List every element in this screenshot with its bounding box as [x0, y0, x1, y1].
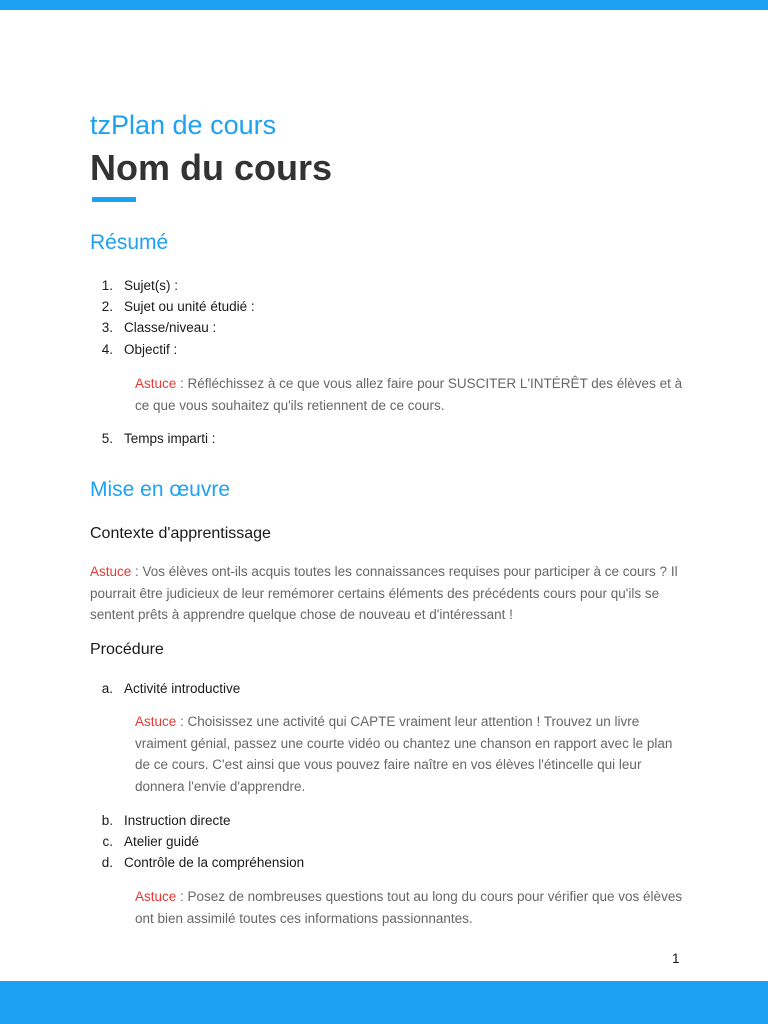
- procedure-item: [90, 852, 304, 873]
- list-item-label: Contrôle de la compréhension: [124, 855, 305, 870]
- procedure-item: [90, 810, 231, 831]
- list-item-label: Objectif :: [124, 342, 178, 357]
- tip-text: : Posez de nombreuses questions tout au long du cours pour vérifier que vos élèves ont bien assimilé toutes ces informations passionnantes.: [135, 889, 683, 926]
- tip-intro-activity: [135, 711, 683, 797]
- summary-heading: Résumé: [90, 231, 169, 254]
- procedure-item: [90, 678, 240, 699]
- summary-item: [90, 339, 177, 360]
- list-letter: a.: [101, 681, 113, 696]
- summary-item: [90, 275, 178, 296]
- list-letter: b.: [101, 813, 113, 828]
- summary-item: [90, 296, 255, 317]
- list-number: 2.: [101, 299, 113, 314]
- tip-label: Astuce: [135, 376, 177, 391]
- tip-comprehension-check: [135, 886, 683, 929]
- list-item-label: Classe/niveau :: [124, 320, 217, 335]
- tip-context: [90, 561, 685, 626]
- tip-text: : Choisissez une activité qui CAPTE vraiment leur attention ! Trouvez un livre vraiment génial, passez une courte vidéo ou chantez une chanson en rapport avec le plan de ce cours. C'est ainsi que vous pouvez faire naître en vos élèves l'étincelle qui leur donnera l'envie d'apprendre.: [135, 714, 673, 794]
- list-item-label: Instruction directe: [124, 813, 231, 828]
- tip-text: : Vos élèves ont-ils acquis toutes les connaissances requises pour participer à ce cours ? Il pourrait être judicieux de leur remémorer certains éléments des précédents cours pour qu'ils se sentent prêts à apprendre quelque chose de nouveau et d'intéressant !: [90, 564, 678, 622]
- summary-item: [90, 428, 216, 449]
- top-accent-bar: [0, 0, 768, 10]
- summary-item: [90, 317, 216, 338]
- document-title: Nom du cours: [90, 147, 333, 188]
- list-item-label: Sujet(s) :: [124, 278, 179, 293]
- implementation-heading: Mise en œuvre: [90, 478, 231, 501]
- list-letter: d.: [101, 855, 113, 870]
- list-item-label: Atelier guidé: [124, 834, 200, 849]
- tip-text: : Réfléchissez à ce que vous allez faire pour SUSCITER L'INTÉRÊT des élèves et à ce que vous souhaitez qu'ils retiennent de ce cours.: [135, 376, 683, 413]
- list-number: 3.: [101, 320, 113, 335]
- list-item-label: Temps imparti :: [124, 431, 216, 446]
- list-item-label: Sujet ou unité étudié :: [124, 299, 255, 314]
- tip-label: Astuce: [135, 889, 177, 904]
- list-item-label: Activité introductive: [124, 681, 241, 696]
- bottom-accent-bar: [0, 981, 768, 1024]
- procedure-heading: Procédure: [90, 641, 164, 658]
- list-number: 1.: [101, 278, 113, 293]
- title-underline: [92, 197, 136, 202]
- context-heading: Contexte d'apprentissage: [90, 525, 271, 542]
- tip-label: Astuce: [90, 564, 132, 579]
- list-letter: c.: [102, 834, 113, 849]
- page-number: 1: [672, 951, 680, 966]
- list-number: 4.: [101, 342, 113, 357]
- procedure-item: [90, 831, 199, 852]
- tip-label: Astuce: [135, 714, 177, 729]
- tip-objective: [135, 373, 683, 416]
- list-number: 5.: [101, 431, 113, 446]
- document-subtitle: tzPlan de cours: [90, 110, 277, 140]
